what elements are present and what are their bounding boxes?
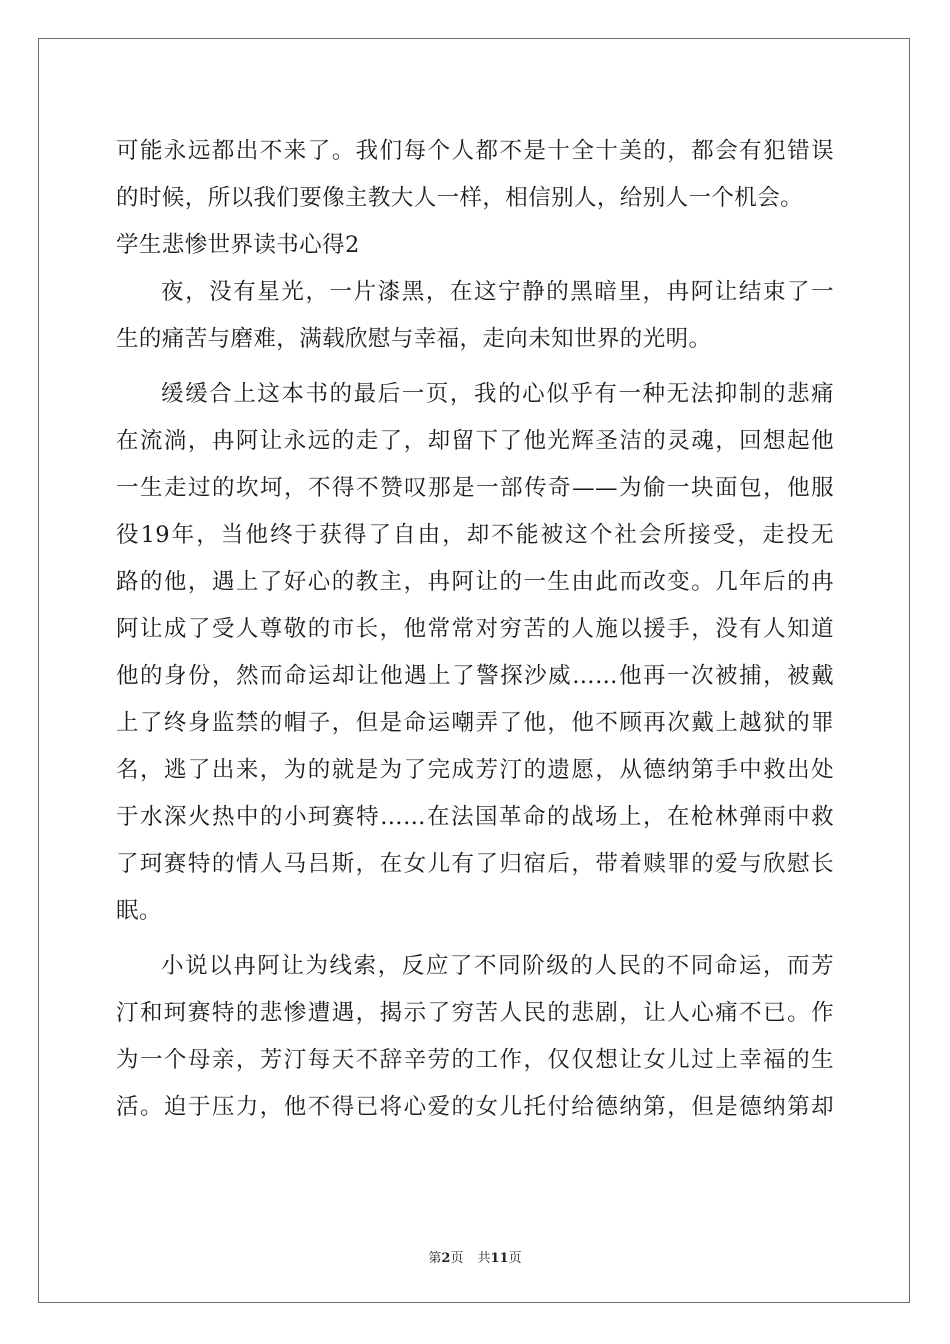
text-line: 生的痛苦与磨难，满载欣慰与幸福，走向未知世界的光明。 xyxy=(116,326,712,352)
paragraph xyxy=(116,943,834,1131)
text-line: 可能永远都出不来了。我们每个人都不是十全十美的，都会有犯错误 xyxy=(116,138,834,164)
total-pages: 11 xyxy=(490,1251,509,1266)
total-suffix: 页 xyxy=(508,1251,522,1266)
document-body xyxy=(116,128,834,1131)
page-suffix: 页 xyxy=(450,1251,464,1266)
paragraph-gap xyxy=(116,363,834,371)
text-line: 缓缓合上这本书的最后一页，我的心似乎有一种无法抑制的悲痛 xyxy=(161,381,834,407)
text-line: 小说以冉阿让为线索，反应了不同阶级的人民的不同命运，而芳 xyxy=(161,953,834,979)
paragraph-gap xyxy=(116,935,834,943)
text-line: 夜，没有星光，一片漆黑，在这宁静的黑暗里，冉阿让结束了一 xyxy=(161,279,834,305)
text-line: 汀和珂赛特的悲惨遭遇，揭示了穷苦人民的悲剧，让人心痛不已。作 xyxy=(116,1000,834,1026)
paragraph xyxy=(116,128,834,222)
text-line: 于水深火热中的小珂赛特……在法国革命的战场上，在枪林弹雨中救 xyxy=(116,804,834,830)
text-line: 役19年，当他终于获得了自由，却不能被这个社会所接受，走投无 xyxy=(116,522,834,548)
text-line: 路的他，遇上了好心的教主，冉阿让的一生由此而改变。几年后的冉 xyxy=(116,569,834,595)
paragraph xyxy=(116,371,834,935)
text-line: 的时候，所以我们要像主教大人一样，相信别人，给别人一个机会。 xyxy=(116,185,804,211)
text-line: 一生走过的坎坷，不得不赞叹那是一部传奇——为偷一块面包，他服 xyxy=(116,475,834,501)
total-prefix: 共 xyxy=(477,1251,491,1266)
page-footer xyxy=(0,1247,950,1266)
text-line: 在流淌，冉阿让永远的走了，却留下了他光辉圣洁的灵魂，回想起他 xyxy=(116,428,834,454)
paragraph xyxy=(116,222,834,269)
text-line: 名，逃了出来，为的就是为了完成芳汀的遗愿，从德纳第手中救出处 xyxy=(116,757,834,783)
text-line: 为一个母亲，芳汀每天不辞辛劳的工作，仅仅想让女儿过上幸福的生 xyxy=(116,1047,834,1073)
text-line: 活。迫于压力，他不得已将心爱的女儿托付给德纳第，但是德纳第却 xyxy=(116,1094,834,1120)
page-prefix: 第 xyxy=(428,1251,442,1266)
text-line: 学生悲惨世界读书心得2 xyxy=(116,232,360,258)
text-line: 上了终身监禁的帽子，但是命运嘲弄了他，他不顾再次戴上越狱的罪 xyxy=(116,710,834,736)
page-number: 2 xyxy=(441,1251,451,1266)
text-line: 他的身份，然而命运却让他遇上了警探沙威……他再一次被捕，被戴 xyxy=(116,663,834,689)
text-line: 了珂赛特的情人马吕斯，在女儿有了归宿后，带着赎罪的爱与欣慰长 xyxy=(116,851,834,877)
text-line: 阿让成了受人尊敬的市长，他常常对穷苦的人施以援手，没有人知道 xyxy=(116,616,834,642)
paragraph xyxy=(116,269,834,363)
text-line: 眠。 xyxy=(116,898,162,924)
